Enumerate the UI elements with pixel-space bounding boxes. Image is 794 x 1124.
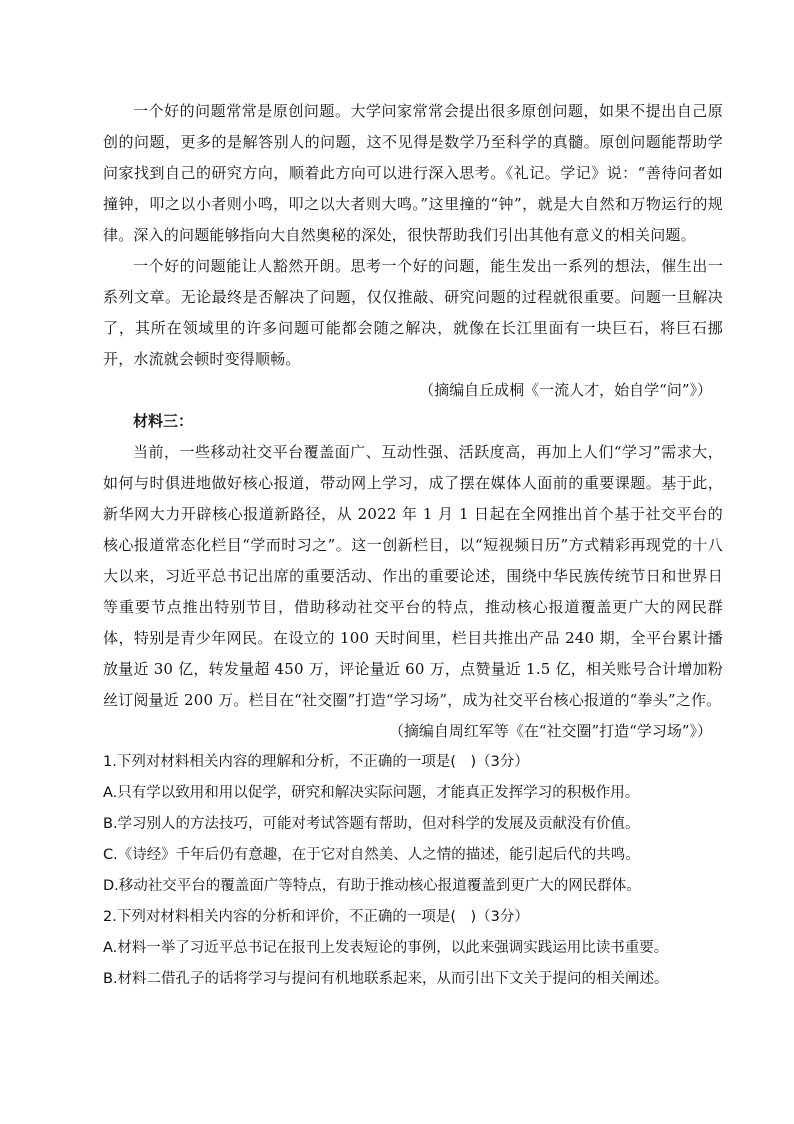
passage-paragraph-2: 一个好的问题能让人豁然开朗。思考一个好的问题，能生发出一系列的想法，催生出一系列文章。无论最终是否解决了问题，仅仅推敲、研究问题的过程就很重要。问题一旦解决了，其所在领域里的许多问题可能都会随之解决，就像在长江里面有一块巨石，将巨石挪开，水流就会顿时变得顺畅。 [103, 257, 723, 368]
material-3-heading: 材料三： [133, 412, 194, 430]
passage-paragraph-1: 一个好的问题常常是原创问题。大学问家常常会提出很多原创问题，如果不提出自己原创的问题，更多的是解答别人的问题，这不见得是数学乃至科学的真髓。原创问题能帮助学问家找到自己的研究方向，顺着此方向可以进行深入思考。《礼记。学记》说：“善待问者如撞钟，叩之以小者则小鸣，叩之以大者则大鸣。”这里撞的“钟”，就是大自然和万物运行的规律。深入的问题能够指向大自然奥秘的深处，很快帮助我们引出其他有意义的相关问题。 [103, 102, 723, 244]
question-2-stem: 2.下列对材料相关内容的分析和评价，不正确的一项是( )（3分） [103, 909, 529, 925]
source-citation-3: （摘编自周红军等《在“社交圈”打造“学习场”》） [388, 722, 712, 740]
question-1-option-a: A.只有学以致用和用以促学，研究和解决实际问题，才能真正发挥学习的积极作用。 [103, 785, 640, 801]
question-1-option-b: B.学习别人的方法技巧，可能对考试答题有帮助，但对科学的发展及贡献没有价值。 [103, 816, 640, 832]
question-2-option-a: A.材料一举了习近平总书记在报刊上发表短论的事例，以此来强调实践运用比读书重要。 [103, 940, 669, 956]
question-1-option-d: D.移动社交平台的覆盖面广等特点，有助于推动核心报道覆盖到更广大的网民群体。 [103, 878, 641, 894]
question-1-option-c: C.《诗经》千年后仍有意趣，在于它对自然美、人之情的描述，能引起后代的共鸣。 [103, 847, 640, 863]
source-citation-2: （摘编自丘成桐《一流人才，始自学“问”》） [419, 381, 712, 399]
passage-paragraph-3: 当前，一些移动社交平台覆盖面广、互动性强、活跃度高，再加上人们“学习”需求大，如何与时俱进地做好核心报道，带动网上学习，成了摆在媒体人面前的重要课题。基于此，新华网大力开辟核心报道新路径，从 2022 年 1 月 1 日起在全网推出首个基于社交平台的核心报道常态化栏目“学而时习之”。这一创新栏目，以“短视频日历”方式精彩再现党的十八大以来，习近平总书记出席的重要活动、作出的重要论述，围绕中华民族传统节日和世界日等重要节点推出特别节目，借助移动社交平台的特点，推动核心报道覆盖更广大的网民群体，特别是青少年网民。在设立的 100 天时间里，栏目共推出产品 240 期，全平台累计播放量近 30 亿，转发量超 450 万，评论量近 60 万，点赞量近 1.5 亿，相关账号合计增加粉丝订阅量近 200 万。栏目在“社交圈”打造“学习场”，成为社交平台核心报道的“拳头”之作。 [103, 443, 723, 709]
question-1-stem: 1.下列对材料相关内容的理解和分析，不正确的一项是( )（3分） [103, 754, 529, 770]
question-2-option-b: B.材料二借孔子的话将学习与提问有机地联系起来，从而引出下文关于提问的相关阐述。 [103, 971, 669, 987]
